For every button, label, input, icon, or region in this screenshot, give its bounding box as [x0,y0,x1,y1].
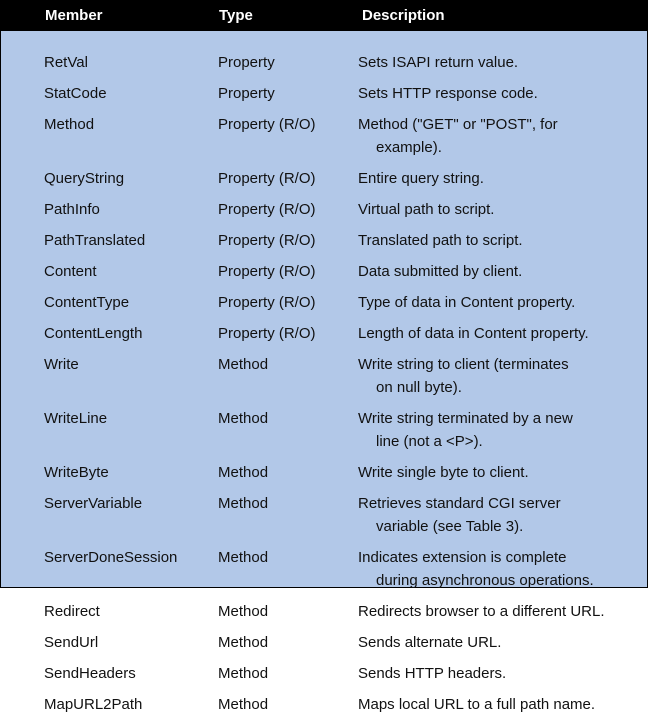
description-cell [358,229,618,252]
type-cell: Property (R/O) [218,232,316,249]
description-cell [358,82,618,105]
table-row [1,198,647,221]
type-cell: Method [218,634,269,651]
member-cell: Method [44,116,95,133]
table-row [1,229,647,252]
table-row [1,662,647,685]
description-line: Write string terminated by a new [358,410,573,427]
description-cell [358,291,618,314]
table-row [1,693,647,716]
type-cell: Method [218,410,269,427]
member-cell: Content [44,263,97,280]
member-cell: Redirect [44,603,100,620]
description-cell [358,461,618,484]
description-cell [358,492,618,538]
type-cell: Method [218,549,269,566]
description-cell [358,631,618,654]
type-cell: Property (R/O) [218,116,316,133]
member-cell: Write [44,356,79,373]
table-row [1,51,647,74]
header-member: Member [45,7,103,24]
description-cell [358,198,618,221]
description-line: Retrieves standard CGI server [358,495,561,512]
description-line: example). [376,139,442,156]
member-cell: PathTranslated [44,232,146,249]
member-cell: ContentType [44,294,130,311]
description-line: Method ("GET" or "POST", for [358,116,558,133]
header-type: Type [219,7,253,24]
description-line: Write string to client (terminates [358,356,569,373]
type-cell: Method [218,696,269,713]
type-cell: Method [218,464,269,481]
description-line: Write single byte to client. [358,464,529,481]
table-row [1,353,647,399]
type-cell: Property (R/O) [218,325,316,342]
table-row [1,167,647,190]
description-cell [358,260,618,283]
type-cell: Method [218,356,269,373]
description-line: variable (see Table 3). [376,518,524,535]
header-description: Description [362,7,445,24]
table-header [1,1,647,31]
table-body [1,51,647,716]
table-row [1,546,647,592]
type-cell: Property (R/O) [218,263,316,280]
type-cell: Property [218,85,275,102]
type-cell: Property (R/O) [218,294,316,311]
member-cell: ServerDoneSession [44,549,178,566]
description-cell [358,51,618,74]
description-line: Data submitted by client. [358,263,523,280]
table-row [1,492,647,538]
description-cell [358,167,618,190]
member-cell: MapURL2Path [44,696,143,713]
type-cell: Property (R/O) [218,201,316,218]
description-line: Sets ISAPI return value. [358,54,519,71]
type-cell: Method [218,495,269,512]
table-row [1,322,647,345]
table-row [1,113,647,159]
member-cell: PathInfo [44,201,100,218]
type-cell: Method [218,603,269,620]
description-line: Length of data in Content property. [358,325,589,342]
member-cell: ContentLength [44,325,143,342]
description-cell [358,693,618,716]
description-line: Sends alternate URL. [358,634,502,651]
description-line: line (not a <P>). [376,433,483,450]
member-cell: ServerVariable [44,495,143,512]
description-line: Entire query string. [358,170,484,187]
table-row [1,82,647,105]
description-line: Sets HTTP response code. [358,85,538,102]
member-cell: SendUrl [44,634,99,651]
member-cell: WriteByte [44,464,109,481]
table-row [1,407,647,453]
member-cell: RetVal [44,54,88,71]
description-line: Translated path to script. [358,232,523,249]
description-line: Maps local URL to a full path name. [358,696,596,713]
type-cell: Method [218,665,269,682]
description-line: Sends HTTP headers. [358,665,507,682]
description-line: on null byte). [376,379,462,396]
description-line: Indicates extension is complete [358,549,567,566]
description-line: during asynchronous operations. [376,572,594,589]
description-cell [358,353,618,399]
description-line: Redirects browser to a different URL. [358,603,605,620]
type-cell: Property [218,54,275,71]
member-cell: SendHeaders [44,665,136,682]
table-row [1,291,647,314]
description-cell [358,662,618,685]
table-row [1,631,647,654]
member-cell: WriteLine [44,410,108,427]
table-row [1,260,647,283]
type-cell: Property (R/O) [218,170,316,187]
description-cell [358,546,618,592]
description-cell [358,600,618,623]
description-cell [358,113,618,159]
description-cell [358,407,618,453]
member-cell: QueryString [44,170,125,187]
description-line: Type of data in Content property. [358,294,576,311]
table-row [1,461,647,484]
description-line: Virtual path to script. [358,201,495,218]
description-cell [358,322,618,345]
table-row [1,600,647,623]
member-cell: StatCode [44,85,107,102]
